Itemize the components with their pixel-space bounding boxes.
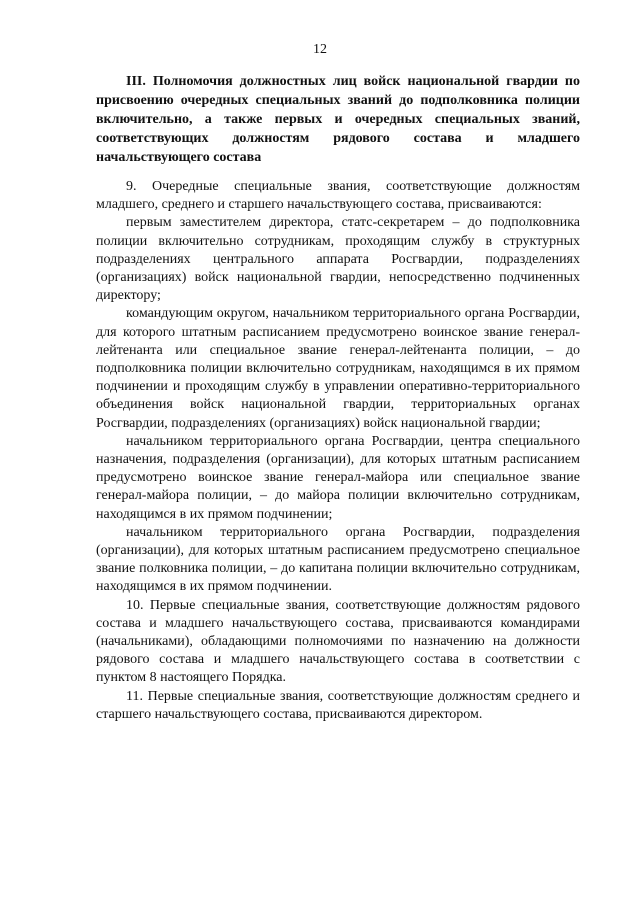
paragraph-9-major-general-unit-head: начальником территориального органа Росгвардии, центра специального назначения, подразделения (организации), для которых штатным расписанием предусмотрено воинское звание генерал-майора или специальное звание генерал-майора полиции, – до майора полиции включительно сотрудникам, находящимся в их прямом подчинении;: [96, 433, 580, 522]
paragraph-9-district-commander: командующим округом, начальником территориального органа Росгвардии, для которого штатным расписанием предусмотрено воинское звание генерал-лейтенанта или специальное звание генерал-лейтенанта полиции, – до подполковника полиции включительно сотрудникам, находящимся в их прямом подчинении и проходящим службу в управлении оперативно-территориального объединения войск национальной гвардии, территориальных органах Росгвардии, подразделениях (организациях) войск национальной гвардии;: [96, 306, 580, 431]
paragraph-9-first-deputy: первым заместителем директора, статс-секретарем – до подполковника полиции включительно сотрудникам, проходящим службу в структурных подразделениях центрального аппарата Росгвардии, подразделениях (организациях) войск национальной гвардии, непосредственно подчиненных директору;: [96, 215, 580, 304]
paragraph-9-colonel-unit-head: начальником территориального органа Росгвардии, подразделения (организации), для которых штатным расписанием предусмотрено специальное звание полковника полиции, – до капитана полиции включительно сотрудникам, находящимся в их прямом подчинении.: [96, 524, 580, 595]
paragraph-9: 9. Очередные специальные звания, соответствующие должностям младшего, среднего и старшего начальствующего состава, присваиваются:: [96, 179, 580, 213]
document-body: [96, 178, 580, 724]
paragraph-11: 11. Первые специальные звания, соответствующие должностям среднего и старшего начальствующего состава, присваиваются директором.: [96, 688, 580, 722]
page-number: 12: [313, 42, 327, 57]
section-heading: III. Полномочия должностных лиц войск национальной гвардии по присвоению очередных специальных званий до подполковника полиции включительно, а также первых и очередных специальных званий, соответствующих должностям рядового состава и младшего начальствующего состава: [96, 74, 580, 165]
paragraph-10: 10. Первые специальные звания, соответствующие должностям рядового состава и младшего начальствующего состава, присваиваются командирами (начальниками), обладающими полномочиями по назначению на должности рядового состава и младшего начальствующего состава в соответствии с пунктом 8 настоящего Порядка.: [96, 597, 580, 686]
